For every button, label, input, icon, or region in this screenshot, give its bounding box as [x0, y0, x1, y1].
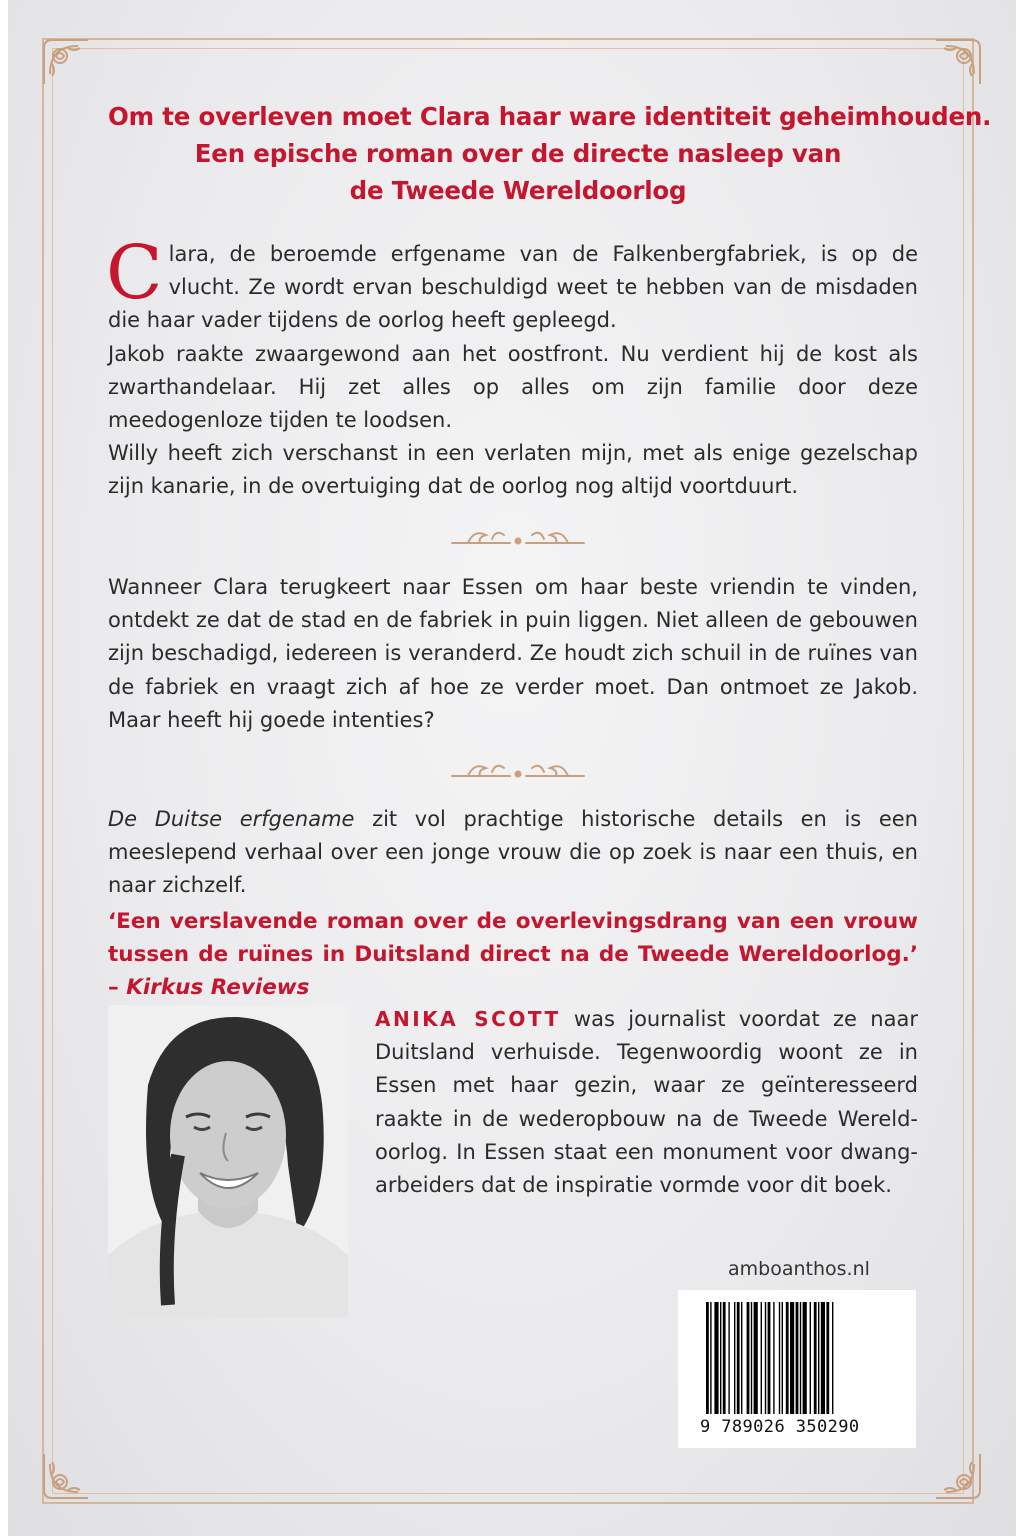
- barcode-bar: [826, 1302, 829, 1414]
- isbn-number: 9 789026 350290: [700, 1417, 860, 1437]
- barcode-bar: [803, 1302, 807, 1414]
- corner-flourish-icon: [38, 34, 94, 90]
- review-quote: [108, 905, 918, 1004]
- publisher-website: amboanthos.nl: [728, 1258, 870, 1280]
- barcode-bar: [818, 1302, 819, 1414]
- clara-text: lara, de beroemde erfgename van de Falkenbergfabriek, is op de vlucht. Ze wordt ervan beschuldigd weet te hebben van de misdaden die haar vader tijdens de oorlog heeft gepleegd.: [108, 242, 918, 333]
- barcode-bars: [706, 1302, 888, 1414]
- plot-paragraph: Wanneer Clara terugkeert naar Essen om haar beste vriendin te vinden, ontdekt ze dat de stad en de fabriek in puin liggen. Niet alleen de gebouwen zijn beschadigd, iedereen is veranderd. Ze houdt zich schuil in de ruïnes van de fabriek en vraagt zich af hoe ze verder moet. Dan ontmoet ze Jakob. Maar heeft hij goede intenties?: [108, 575, 918, 732]
- barcode-bar: [790, 1302, 794, 1414]
- quote-source: Kirkus Reviews: [126, 975, 310, 1000]
- barcode-bar: [761, 1302, 762, 1414]
- drop-cap: C: [106, 230, 163, 316]
- willy-paragraph: Willy heeft zich verschanst in een verlaten mijn, met als enige gezelschap zijn kanarie, in de overtuiging dat de oorlog nog altijd voortduurt.: [108, 441, 918, 499]
- barcode-bar: [796, 1302, 799, 1414]
- corner-flourish-icon: [38, 1448, 94, 1504]
- book-back-cover: [8, 0, 1016, 1536]
- barcode-bar: [832, 1302, 833, 1414]
- barcode-bar: [773, 1302, 774, 1414]
- clara-paragraph: [106, 230, 918, 338]
- barcode-bar: [821, 1302, 825, 1414]
- headline-line: Om te overleven moet Clara haar ware identiteit geheimhouden.: [108, 102, 992, 131]
- barcode-bar: [734, 1302, 735, 1414]
- author-bio: [375, 1003, 918, 1202]
- barcode-bar: [720, 1302, 721, 1414]
- book-title-italic: De Duitse erfgename: [108, 807, 355, 831]
- barcode-bar: [765, 1302, 766, 1414]
- barcode-bar: [723, 1302, 726, 1414]
- isbn-barcode: [678, 1290, 916, 1448]
- barcode-bar: [751, 1302, 752, 1414]
- scroll-divider-icon: [448, 754, 588, 784]
- quote-text: ‘Een verslavende roman over de overlevingsdrang van een vrouw tussen de ruïnes in Duitsland direct na de Tweede Wereldoorlog.’ –: [108, 909, 918, 1000]
- summary-paragraph: [108, 803, 918, 903]
- barcode-bar: [714, 1302, 718, 1414]
- author-photo: [108, 1005, 348, 1317]
- bio-text: was journalist voordat ze naar Duitsland verhuisde. Tegenwoordig woont ze in Essen met haar gezin, waar ze geïnteresseerd raakte in de wederopbouw na de Tweede Wereld-oorlog. In Essen staat een monument voor dwang-arbeiders dat de inspiratie vormde voor dit boek.: [375, 1007, 918, 1198]
- barcode-bar: [741, 1302, 742, 1414]
- barcode-bar: [710, 1302, 711, 1414]
- barcode-bar: [810, 1302, 811, 1414]
- author-name: ANIKA SCOTT: [375, 1007, 561, 1031]
- headline-line: de Tweede Wereldoorlog: [349, 176, 687, 205]
- barcode-bar: [779, 1302, 780, 1414]
- scroll-divider-icon: [448, 521, 588, 551]
- barcode-bar: [782, 1302, 783, 1414]
- characters-synopsis: [106, 230, 918, 504]
- corner-flourish-icon: [930, 34, 986, 90]
- barcode-bar: [814, 1302, 817, 1414]
- barcode-bar: [737, 1302, 740, 1414]
- summary-text: zit vol prachtige historische details en is een meeslepend verhaal over een jonge vrouw die op zoek is naar een thuis, en naar zichzelf.: [108, 807, 918, 898]
- barcode-bar: [706, 1302, 709, 1414]
- barcode-bar: [728, 1302, 729, 1414]
- barcode-bar: [768, 1302, 771, 1414]
- barcode-bar: [754, 1302, 758, 1414]
- barcode-bar: [786, 1302, 789, 1414]
- headline-line: Een epische roman over de directe nasleep van: [194, 139, 842, 168]
- barcode-bar: [747, 1302, 750, 1414]
- jakob-paragraph: Jakob raakte zwaargewond aan het oostfront. Nu verdient hij de kost als zwarthandelaar. Hij zet alles op alles om zijn familie door deze meedogenloze tijden te loodsen.: [108, 341, 918, 433]
- barcode-bar: [800, 1302, 801, 1414]
- tagline-headline: [108, 98, 992, 209]
- corner-flourish-icon: [930, 1448, 986, 1504]
